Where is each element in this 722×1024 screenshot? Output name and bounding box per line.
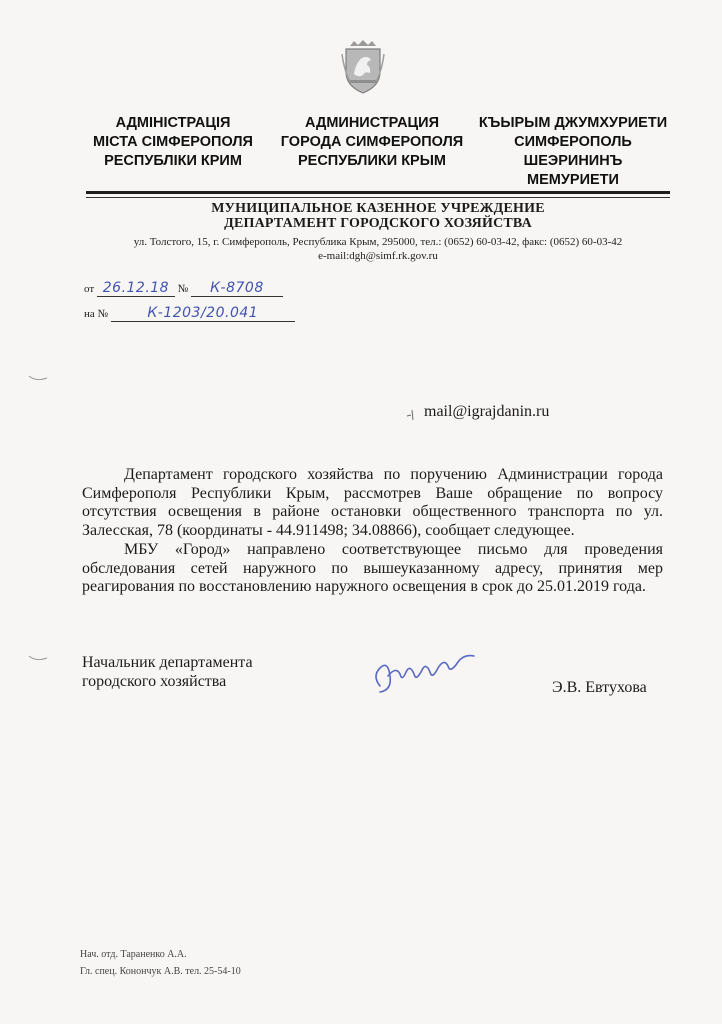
outgoing-number-value: К-8708 (210, 280, 264, 296)
header-crimean-tatar (478, 114, 668, 190)
recipient-email: mail@igrajdanin.ru (424, 403, 550, 420)
institution-name-line2: ДЕПАРТАМЕНТ ГОРОДСКОГО ХОЗЯЙСТВА (224, 216, 532, 231)
outgoing-reference (84, 280, 283, 297)
handwritten-signature (366, 646, 486, 698)
header-ukrainian (78, 114, 268, 171)
number-label: № (177, 283, 189, 295)
outgoing-date (97, 280, 175, 297)
header-ukrainian-line: МІСТА СІМФЕРОПОЛЯ (93, 134, 253, 150)
executor-line-1: Нач. отд. Тараненко А.А. (80, 949, 187, 960)
institution-email: e-mail:dgh@simf.rk.gov.ru (318, 250, 438, 262)
from-label: от (84, 283, 95, 295)
header-russian-line: ГОРОДА СИМФЕРОПОЛЯ (280, 134, 464, 150)
reply-label: на № (84, 308, 109, 320)
institution-address: ул. Толстого, 15, г. Симферополь, Республика Крым, 295000, тел.: (0652) 60-03-42, факс: (0652) 60-03-42 (133, 236, 623, 248)
outgoing-date-value: 26.12.18 (102, 280, 170, 296)
header-crimean-tatar-line: КЪЫРЫМ ДЖУМХУРИЕТИ (478, 115, 668, 131)
header-crimean-tatar-line: ШЕЭРИНИНЪ (523, 153, 623, 169)
hole-punch-mark (28, 374, 48, 382)
hole-punch-mark (28, 654, 48, 662)
signatory-name: Э.В. Евтухова (552, 679, 647, 696)
checkmark-icon (406, 409, 418, 421)
header-russian (272, 114, 472, 171)
outgoing-number (191, 280, 283, 297)
header-divider-thin (86, 197, 670, 198)
header-russian-line: РЕСПУБЛИКИ КРЫМ (297, 153, 446, 169)
incoming-number (111, 305, 295, 322)
signatory-title-line1: Начальник департамента (82, 654, 253, 671)
executor-line-2: Гл. спец. Конончук А.В. тел. 25-54-10 (80, 966, 241, 977)
incoming-reference (84, 305, 295, 322)
crimea-coat-of-arms-icon (340, 40, 386, 94)
header-divider-thick (86, 191, 670, 194)
body-paragraph-1: Департамент городского хозяйства по поручению Администрации города Симферополя Республики Крым, рассмотрев Ваше обращение по вопросу отсутствия освещения в районе остановки общественного транспорта по ул. Залесская, 78 (координаты - 44.911498; 34.08866), сообщает следующее. (82, 466, 663, 539)
header-crimean-tatar-line: СИМФЕРОПОЛЬ (514, 134, 632, 150)
header-ukrainian-line: АДМІНІСТРАЦІЯ (115, 115, 231, 131)
header-russian-line: АДМИНИСТРАЦИЯ (304, 115, 439, 131)
signatory-title (82, 653, 253, 691)
institution-name-line1: МУНИЦИПАЛЬНОЕ КАЗЕННОЕ УЧРЕЖДЕНИЕ (211, 201, 545, 216)
signatory-title-line2: городского хозяйства (82, 673, 227, 690)
header-crimean-tatar-line: МЕМУРИЕТИ (527, 172, 619, 188)
body-paragraph-2: МБУ «Город» направлено соответствующее письмо для проведения обследования сетей наружного по вышеуказанному адресу, принятия мер реагирования по восстановлению наружного освещения в срок до 25.01.2019 года. (82, 541, 663, 595)
header-ukrainian-line: РЕСПУБЛІКИ КРИМ (104, 153, 242, 169)
incoming-number-value: К-1203/20.041 (147, 305, 259, 321)
